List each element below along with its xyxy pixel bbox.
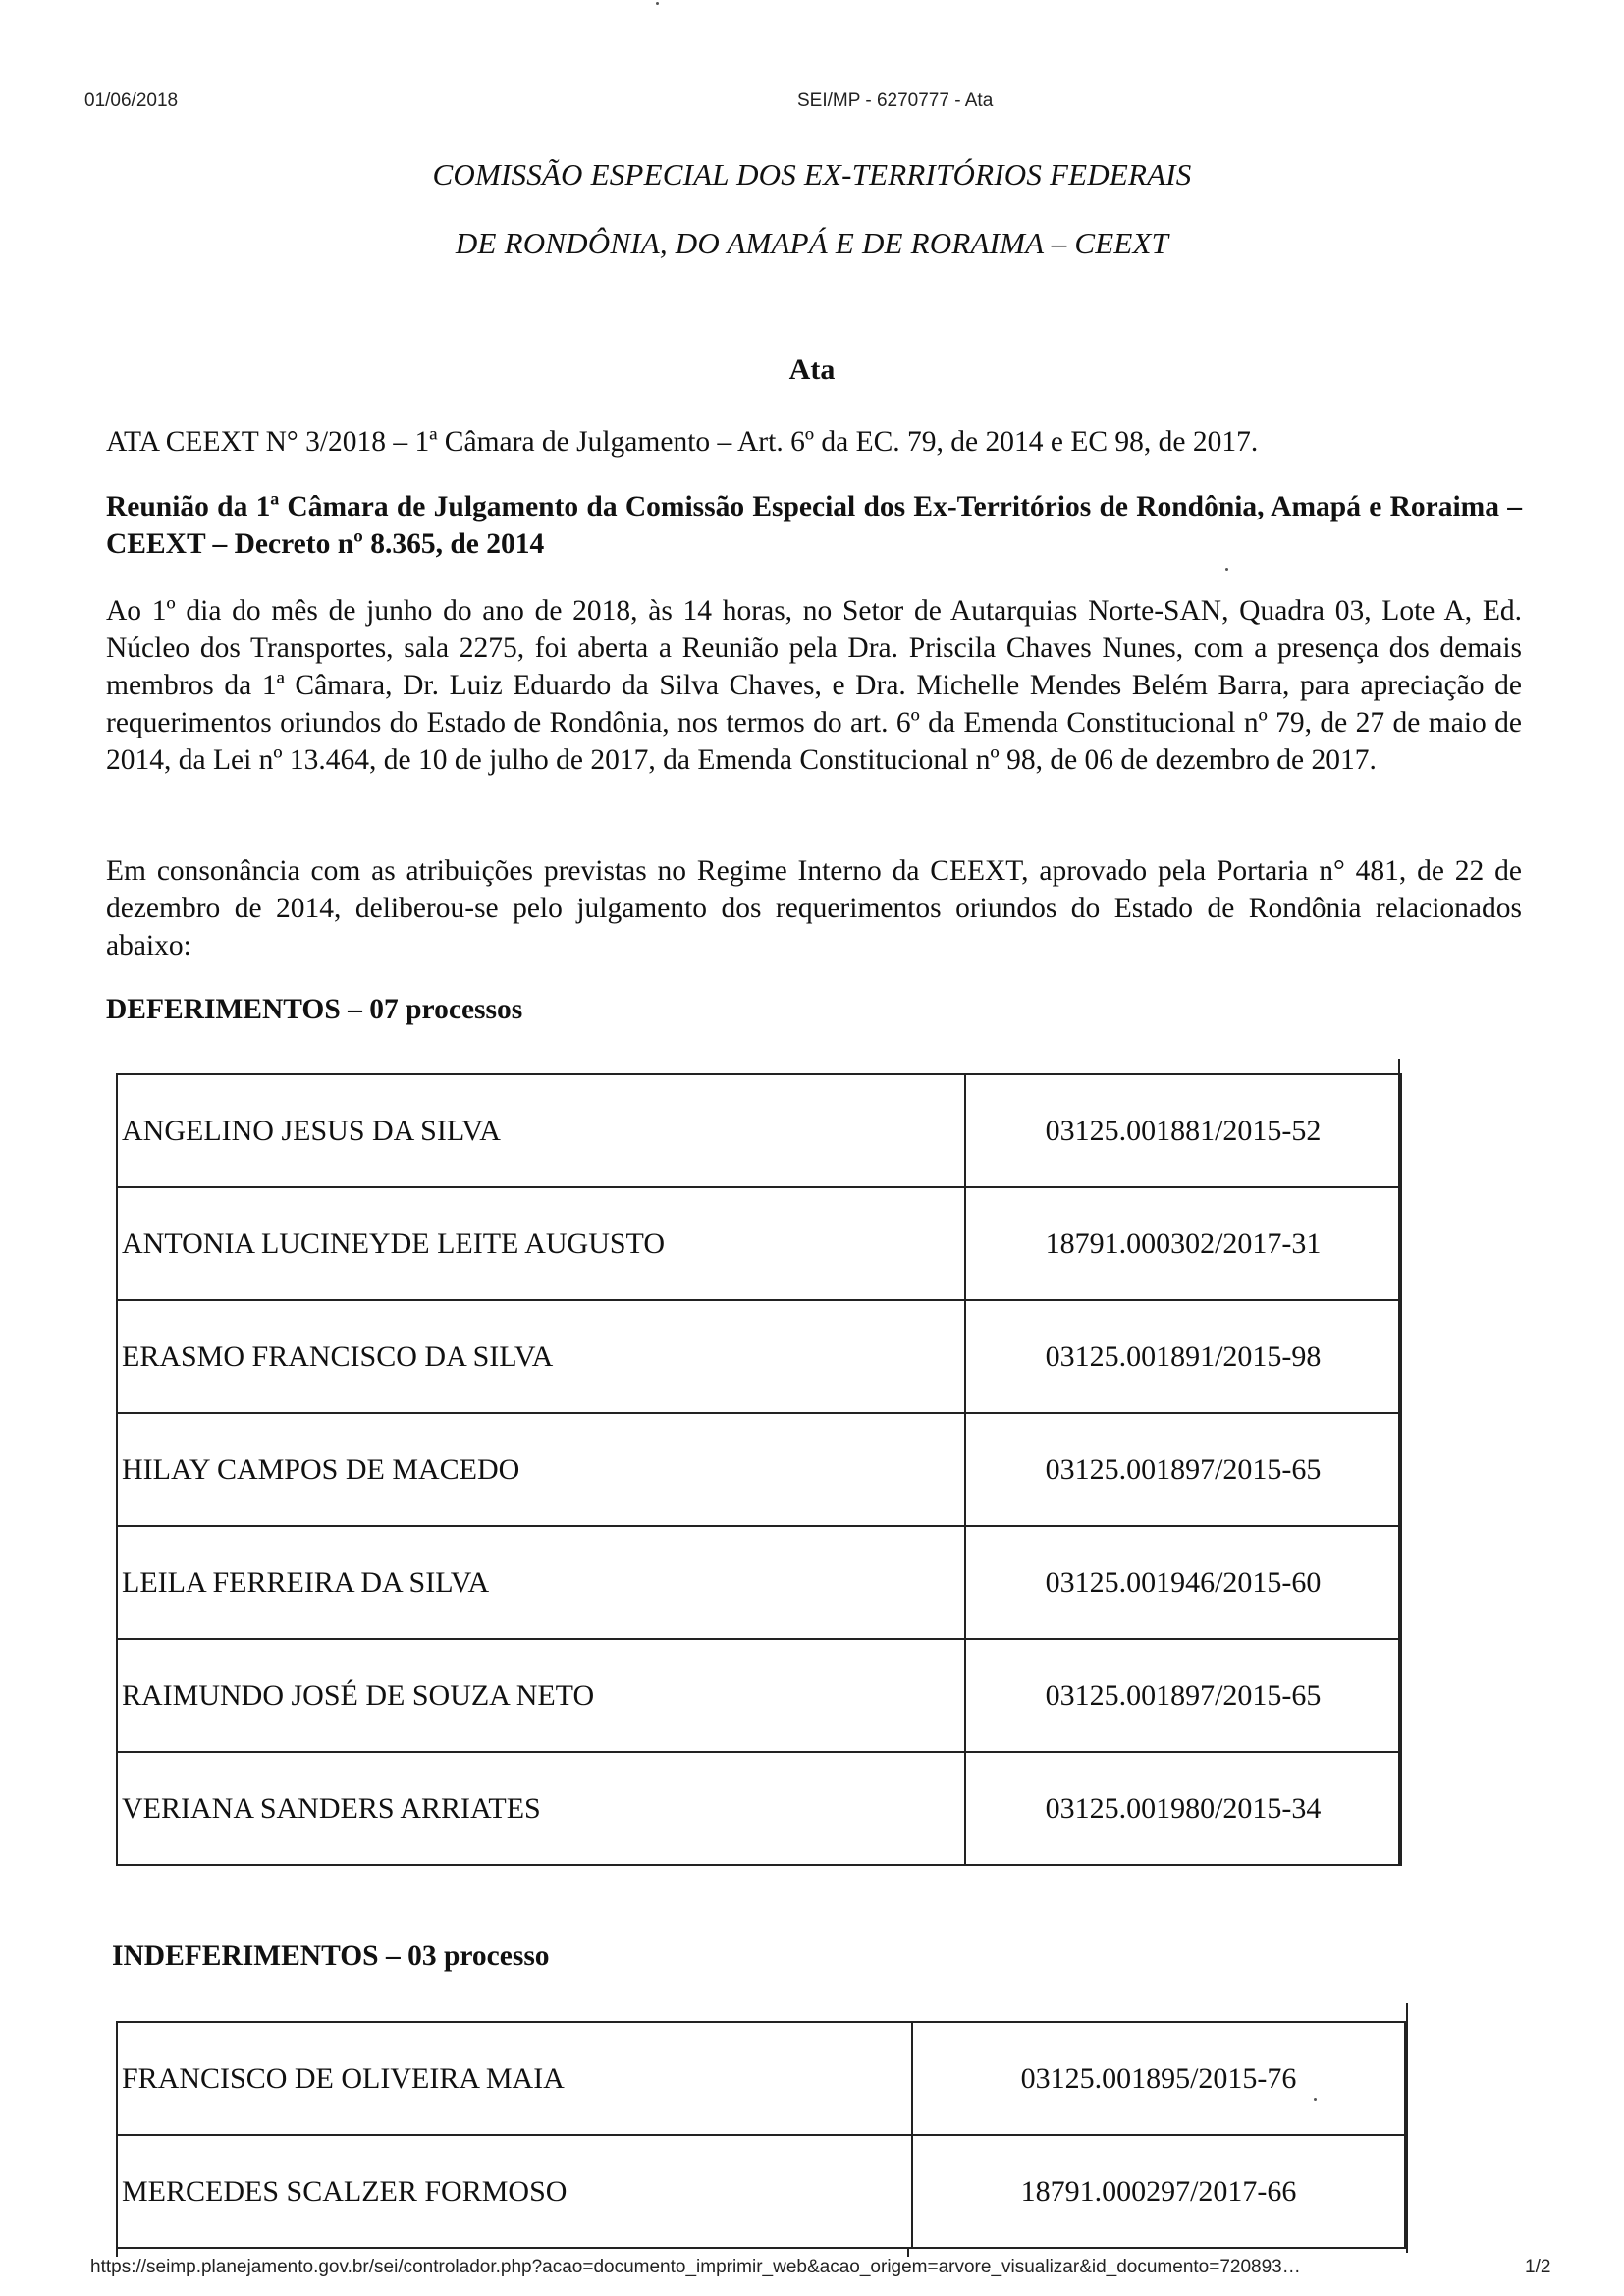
- applicant-name-cell: HILAY CAMPOS DE MACEDO: [117, 1413, 965, 1526]
- deferimentos-heading: DEFERIMENTOS – 07 processos: [106, 994, 523, 1025]
- process-number-cell: 03125.001897/2015-65: [965, 1413, 1401, 1526]
- process-number-cell: 03125.001946/2015-60: [965, 1526, 1401, 1639]
- applicant-name-cell: RAIMUNDO JOSÉ DE SOUZA NETO: [117, 1639, 965, 1752]
- applicant-name-cell: FRANCISCO DE OLIVEIRA MAIA: [117, 2022, 912, 2135]
- indeferimentos-table: [116, 2021, 1406, 2249]
- scan-speck: [656, 2, 659, 5]
- process-number-cell: 03125.001980/2015-34: [965, 1752, 1401, 1865]
- table-border-line: [1406, 2003, 1408, 2253]
- process-number-cell: 18791.000302/2017-31: [965, 1187, 1401, 1300]
- applicant-name-cell: VERIANA SANDERS ARRIATES: [117, 1752, 965, 1865]
- table-row: [117, 1526, 1401, 1639]
- table-row: [117, 1300, 1401, 1413]
- indeferimentos-heading: INDEFERIMENTOS – 03 processo: [112, 1941, 550, 1972]
- deferimentos-table: [116, 1073, 1402, 1866]
- print-doc-ref: SEI/MP - 6270777 - Ata: [797, 90, 994, 111]
- process-number-cell: 18791.000297/2017-66: [912, 2135, 1405, 2248]
- applicant-name-cell: ANGELINO JESUS DA SILVA: [117, 1074, 965, 1187]
- applicant-name-cell: ERASMO FRANCISCO DA SILVA: [117, 1300, 965, 1413]
- print-date: 01/06/2018: [84, 90, 179, 111]
- scan-speck: [1225, 568, 1228, 571]
- applicant-name-cell: ANTONIA LUCINEYDE LEITE AUGUSTO: [117, 1187, 965, 1300]
- institution-line-1: COMISSÃO ESPECIAL DOS EX-TERRITÓRIOS FEDERAIS: [432, 157, 1192, 191]
- table-row: [117, 1074, 1401, 1187]
- meeting-heading: Reunião da 1ª Câmara de Julgamento da Comissão Especial dos Ex-Territórios de Rondônia, Amapá e Roraima – CEEXT – Decreto nº 8.365, de 2014: [106, 491, 1522, 560]
- applicant-name-cell: LEILA FERREIRA DA SILVA: [117, 1526, 965, 1639]
- table-row: [117, 1639, 1401, 1752]
- scan-speck: [1314, 2098, 1317, 2101]
- table-row: [117, 1752, 1401, 1865]
- deliberation-paragraph: Em consonância com as atribuições previstas no Regime Interno da CEEXT, aprovado pela Portaria n° 481, de 22 de dezembro de 2014, deliberou-se pelo julgamento dos requerimentos oriundos do Estado de Rondônia relacionados abaixo:: [106, 855, 1522, 961]
- table-border-line: [1398, 1059, 1400, 1864]
- document-title: Ata: [788, 354, 836, 386]
- applicant-name-cell: MERCEDES SCALZER FORMOSO: [117, 2135, 912, 2248]
- process-number-cell: 03125.001895/2015-76: [912, 2022, 1405, 2135]
- table-row: [117, 1187, 1401, 1300]
- table-border-line: [907, 2249, 909, 2257]
- process-number-cell: 03125.001891/2015-98: [965, 1300, 1401, 1413]
- table-row: [117, 1413, 1401, 1526]
- institution-line-2: DE RONDÔNIA, DO AMAPÁ E DE RORAIMA – CEEXT: [455, 226, 1169, 260]
- process-number-cell: 03125.001897/2015-65: [965, 1639, 1401, 1752]
- table-border-line: [116, 2249, 118, 2257]
- table-row: [117, 2135, 1405, 2248]
- page-number: 1/2: [1525, 2257, 1551, 2277]
- ata-reference: ATA CEEXT N° 3/2018 – 1ª Câmara de Julgamento – Art. 6º da EC. 79, de 2014 e EC 98, de 2017.: [106, 426, 1259, 458]
- table-row: [117, 2022, 1405, 2135]
- opening-paragraph: Ao 1º dia do mês de junho do ano de 2018, às 14 horas, no Setor de Autarquias Norte-SAN, Quadra 03, Lote A, Ed. Núcleo dos Transportes, sala 2275, foi aberta a Reunião pela Dra. Priscila Chaves Nunes, com a presença dos demais membros da 1ª Câmara, Dr. Luiz Eduardo da Silva Chaves, e Dra. Michelle Mendes Belém Barra, para apreciação de requerimentos oriundos do Estado de Rondônia, nos termos do art. 6º da Emenda Constitucional nº 79, de 27 de maio de 2014, da Lei nº 13.464, de 10 de julho de 2017, da Emenda Constitucional nº 98, de 06 de dezembro de 2017.: [106, 595, 1522, 776]
- process-number-cell: 03125.001881/2015-52: [965, 1074, 1401, 1187]
- print-url: https://seimp.planejamento.gov.br/sei/controlador.php?acao=documento_imprimir_web&acao_origem=arvore_visualizar&id_documento=720893…: [90, 2257, 1301, 2277]
